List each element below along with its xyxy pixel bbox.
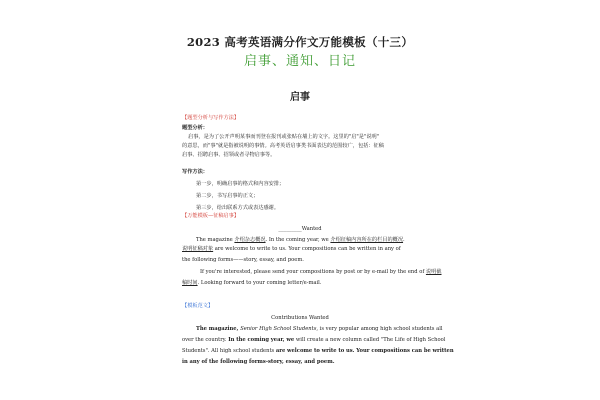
template-line-2-b: are welcome to write to us. Your compositions can be written in any of — [213, 246, 401, 252]
template-heading: _________Wanted — [278, 226, 322, 232]
writing-method-label: 写作方法： — [182, 169, 208, 175]
template-line-5-a: 稿时间 — [182, 280, 198, 286]
template-line-1-c: . In the coming year, we — [265, 237, 331, 243]
template-line-1-e: . — [403, 237, 405, 243]
topic-analysis-line-2: 的意思，而"事"就是指被说明的事情。高考英语启事类书面表达的范围较广，包括：征稿 — [182, 143, 384, 149]
sample-label: 【模板范文】 — [182, 303, 214, 309]
sample-line-2-b: In the coming year, we — [228, 337, 295, 343]
sample-line-1-b: Senior High School Students — [240, 326, 317, 332]
template-line-5 — [182, 279, 321, 288]
sample-line-3 — [182, 347, 454, 356]
section-title: 启事 — [290, 92, 310, 103]
writing-step-2: 第二步，书写启事的正文； — [196, 193, 259, 199]
sample-line-2-c: will create a new column called "The Life of High School — [294, 337, 446, 343]
topic-analysis-label: 题型分析： — [182, 125, 208, 131]
template-line-2-a: 说明征稿对象 — [182, 246, 214, 252]
sample-line-1-a: The magazine, — [196, 326, 241, 332]
template-line-1-d: 介绍征稿内容所在的栏目的概况 — [330, 237, 404, 243]
analysis-label: 【题型分析与写作方法】 — [182, 115, 240, 121]
sample-heading: Contributions Wanted — [271, 315, 329, 321]
sample-line-2 — [182, 336, 445, 345]
template-line-4-b: 说明截 — [425, 269, 442, 275]
template-line-5-b: . Looking forward to your coming letter/e-mail. — [197, 280, 322, 286]
document-title: 2023 高考英语满分作文万能模板（十三） — [186, 35, 414, 49]
sample-line-2-a: over the country. — [182, 337, 229, 343]
template-line-1-a: The magazine — [196, 237, 235, 243]
template-line-4 — [200, 268, 442, 277]
template-line-4-a: If you're interested, please send your compositions by post or by e-mail by the end of — [200, 269, 426, 275]
template-line-1 — [196, 236, 405, 245]
sample-line-4: in any of the following forms-story, essay, and poem. — [182, 359, 335, 365]
writing-step-1: 第一步，明确启事的格式和内容安排； — [196, 181, 285, 187]
document-subtitle: 启事、通知、日记 — [243, 54, 356, 69]
template-line-3: the following forms——story, essay, and poem. — [182, 257, 304, 263]
sample-line-3-b: are welcome to write to us. Your compositions can be written — [275, 348, 454, 354]
sample-line-3-a: Students". All high school students — [182, 348, 276, 354]
template-line-2 — [182, 245, 401, 254]
template-line-1-b: 介绍杂志概况 — [234, 237, 266, 243]
template-label: 【万能模板—征稿启事】 — [182, 213, 240, 219]
topic-analysis-line-1: 启事，是为了公开声明某事而刊登在报刊或张贴在墙上的文字。这里的"启"是"说明" — [188, 134, 380, 140]
topic-analysis-line-3: 启事、招聘启事、招领或者寻物启事等。 — [182, 152, 276, 158]
sample-line-1-c: , is very popular among high school students all — [316, 326, 443, 332]
sample-line-1 — [196, 325, 443, 334]
writing-step-3: 第三步，给出联系方式或表达感谢。 — [196, 205, 280, 211]
